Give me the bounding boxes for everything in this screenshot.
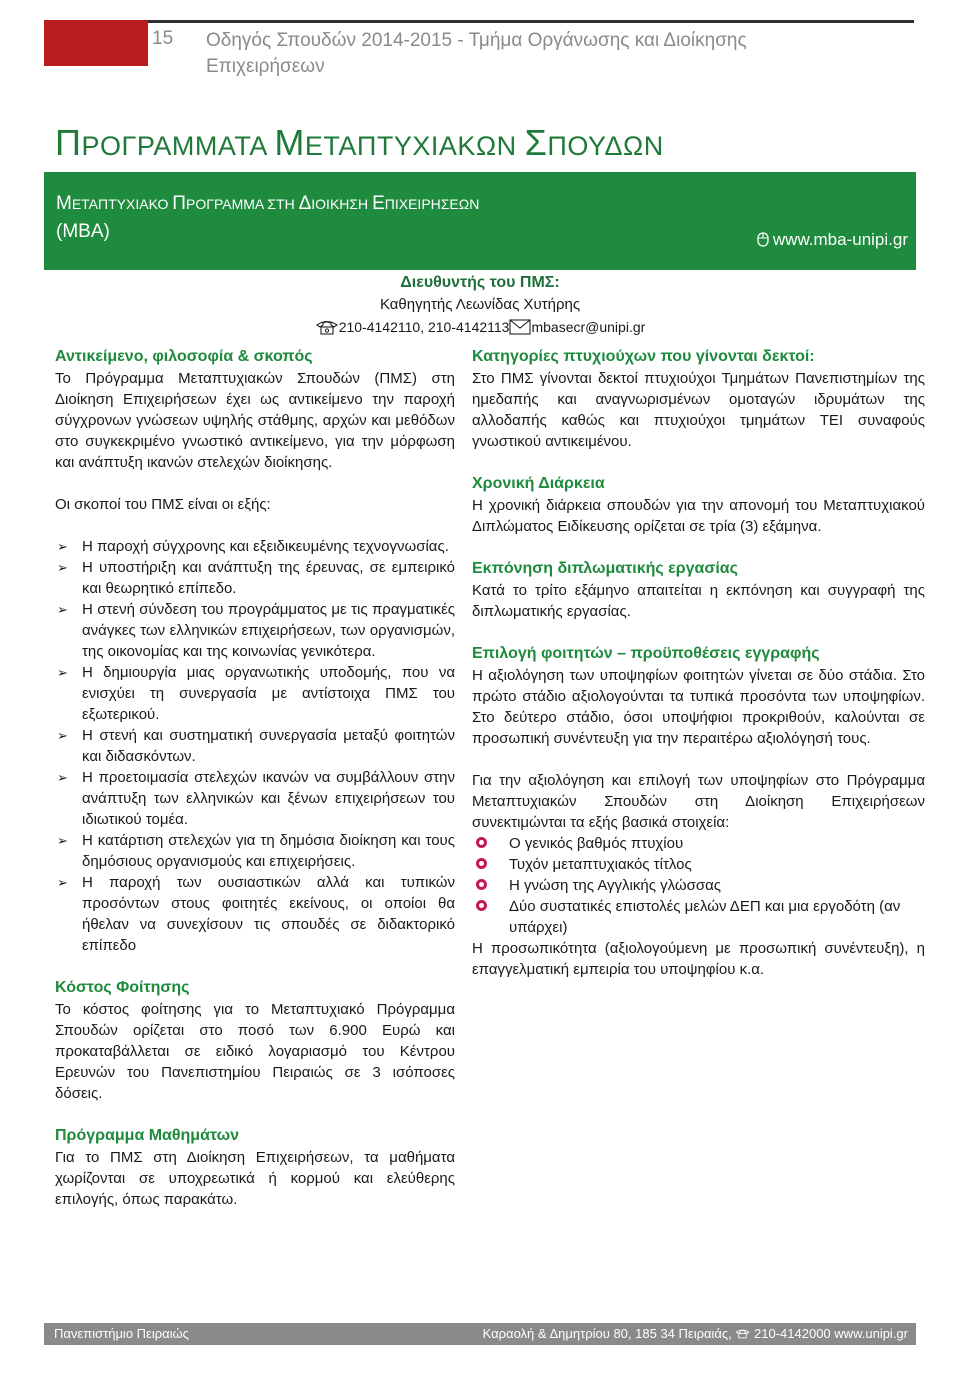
duration-heading: Χρονική Διάρκεια — [472, 475, 605, 492]
list-item: ➢ Η προετοιμασία στελεχών ικανών να συμβάλλουν στην ανάπτυξη των ελληνικών και ξένων επιχειρήσεων του ιδιωτικού τομέα. — [57, 769, 455, 828]
circle-bullet-icon — [476, 900, 487, 911]
list-item: Ο γενικός βαθμός πτυχίου — [472, 833, 925, 854]
criteria-outro: Η προσωπικότητα (αξιολογούμενη με προσωπική συνέντευξη), η επαγγελματική εμπειρία του υποψηφίου κ.α. — [472, 940, 925, 978]
categories-text: Στο ΠΜΣ γίνονται δεκτοί πτυχιούχοι Τμημάτων Πανεπιστημίων της ημεδαπής και αναγνωρισμένων ομοταγών ιδρυμάτων της αλλοδαπής καθώς και πτυχιούχοι τμημάτων ΤΕΙ συναφούς γνωστικού αντικειμένου. — [472, 370, 925, 450]
courses-heading: Πρόγραμμα Μαθημάτων — [55, 1127, 240, 1144]
circle-bullet-icon — [476, 858, 487, 869]
left-column — [55, 346, 455, 1210]
list-item: ➢ Η κατάρτιση στελεχών για τη δημόσια διοίκηση και τους δημόσιους οργανισμούς και επιχειρήσεις. — [57, 832, 455, 870]
director-phones: 210-4142110, 210-4142113 — [338, 319, 510, 335]
list-item: ➢ Η παροχή των ουσιαστικών αλλά και τυπικών προσόντων στους φοιτητές εκείνους, οι οποίοι θα ήθελαν να συνεχίσουν τις σπουδές σε διδακτορικό επίπεδο — [57, 874, 455, 954]
circle-bullet-icon — [476, 879, 487, 890]
list-item: ➢ Η στενή σύνδεση του προγράμματος με τις πραγματικές ανάγκες των ελληνικών επιχειρήσεων, των οργανισμών, της οικονομίας και της κοινωνίας γενικότερα. — [57, 601, 455, 660]
arrow-bullet-icon: ➢ — [57, 665, 68, 680]
arrow-bullet-icon: ➢ — [57, 875, 68, 890]
footer-university: Πανεπιστήμιο Πειραιώς — [54, 1326, 189, 1341]
circle-bullet-icon — [476, 837, 487, 848]
list-item: Η γνώση της Αγγλικής γλώσσας — [472, 875, 925, 896]
list-item: ➢ Η υποστήριξη και ανάπτυξη της έρευνας, σε εμπειρικό και θεωρητικό επίπεδο. — [57, 559, 455, 597]
footer-contact: Καραολή & Δημητρίου 80, 185 34 Πειραιάς, 210-4142000 www.unipi.gr — [482, 1326, 908, 1341]
duration-text: Η χρονική διάρκεια σπουδών για την απονομή του Μεταπτυχιακού Διπλώματος Ειδίκευσης ορίζεται σε τρία (3) εξάμηνα. — [472, 497, 925, 535]
list-item: Δύο συστατικές επιστολές μελών ΔΕΠ και μια εργοδότη (αν υπάρχει) — [472, 896, 925, 938]
page-header — [44, 20, 914, 77]
page-title: ΠΡΟΓΡΑΜΜΑΤΑ ΜΕΤΑΠΤΥΧΙΑΚΩΝ ΣΠΟΥΔΩΝ — [55, 122, 664, 163]
thesis-text: Κατά το τρίτο εξάμηνο απαιτείται η εκπόνηση και συγγραφή της διπλωματικής εργασίας. — [472, 582, 925, 620]
phone-icon — [735, 1328, 750, 1339]
goals-list — [55, 536, 455, 956]
selection-heading: Επιλογή φοιτητών – προϋποθέσεις εγγραφής — [472, 645, 820, 662]
arrow-bullet-icon: ➢ — [57, 728, 68, 743]
footer-website[interactable]: www.unipi.gr — [834, 1326, 908, 1341]
right-column — [472, 346, 925, 980]
arrow-bullet-icon: ➢ — [57, 560, 68, 575]
arrow-bullet-icon: ➢ — [57, 602, 68, 617]
categories-heading: Κατηγορίες πτυχιούχων που γίνονται δεκτοί: — [472, 348, 815, 365]
criteria-intro: Για την αξιολόγηση και επιλογή των υποψηφίων στο Πρόγραμμα Μεταπτυχιακών Σπουδών στη Διοίκηση Επιχειρήσεων συνεκτιμώνται τα εξής βασικά στοιχεία: — [472, 772, 925, 831]
director-name: Καθηγητής Λεωνίδας Χυτήρης — [379, 296, 581, 313]
page-number: 15 — [152, 28, 174, 49]
mouse-icon — [756, 231, 770, 247]
arrow-bullet-icon: ➢ — [57, 539, 68, 554]
objective-text: Το Πρόγραμμα Μεταπτυχιακών Σπουδών (ΠΜΣ) στη Διοίκηση Επιχειρήσεων έχει ως αντικείμενο την παροχή σύγχρονων γνώσεων υψηλής στάθμης, αρχών και μεθόδων στο συγκεκριμένο γνωστικό αντικείμενο, για την μόρφωση και ανάπτυξη ικανών στελεχών διοίκησης. — [55, 370, 455, 471]
criteria-list — [472, 833, 925, 938]
list-item: ➢ Η στενή και συστηματική συνεργασία μεταξύ φοιτητών και διδασκόντων. — [57, 727, 455, 765]
arrow-bullet-icon: ➢ — [57, 833, 68, 848]
objective-heading: Αντικείμενο, φιλοσοφία & σκοπός — [55, 348, 313, 365]
selection-text: Η αξιολόγηση των υποψηφίων φοιτητών γίνεται σε δύο στάδια. Στο πρώτο στάδιο αξιολογούνται τα τυπικά προσόντα των υποψηφίων. Στο δεύτερο στάδιο, όσοι υποψήφιοι προκριθούν, καλούνται σε προσωπική συνέντευξη για την περαιτέρω αξιολόγησή τους. — [472, 667, 925, 747]
courses-text: Για το ΠΜΣ στη Διοίκηση Επιχειρήσεων, τα μαθήματα χωρίζονται σε υποχρεωτικά ή κορμού και ελεύθερης επιλογής, όπως παρακάτω. — [55, 1149, 455, 1208]
director-info — [0, 270, 960, 338]
program-website[interactable]: www.mba-unipi.gr — [756, 230, 908, 250]
list-item: ➢ Η δημιουργία μιας οργανωτικής υποδομής, που να ενισχύει τη συνεργασία με αντίστοιχα ΠΜΣ του εξωτερικού. — [57, 664, 455, 723]
header-rule — [148, 20, 914, 23]
program-banner — [44, 172, 916, 270]
program-title: ΜΕΤΑΠΤΥΧΙΑΚΟ ΠΡΟΓΡΑΜΜΑ ΣΤΗ ΔΙΟΙΚΗΣΗ ΕΠΙΧΕΙΡΗΣΕΩΝ (MBA) — [56, 193, 480, 242]
director-contact — [0, 316, 960, 338]
list-item: Τυχόν μεταπτυχιακός τίτλος — [472, 854, 925, 875]
header-accent-block — [44, 20, 148, 66]
page-footer — [44, 1323, 916, 1345]
thesis-heading: Εκπόνηση διπλωματικής εργασίας — [472, 560, 738, 577]
envelope-icon — [509, 319, 531, 335]
director-email[interactable]: mbasecr@unipi.gr — [531, 319, 646, 335]
header-title: Οδηγός Σπουδών 2014-2015 - Τμήμα Οργάνωσης και Διοίκησης Επιχειρήσεων — [206, 30, 747, 77]
arrow-bullet-icon: ➢ — [57, 770, 68, 785]
cost-text: Το κόστος φοίτησης για το Μεταπτυχιακό Πρόγραμμα Σπουδών ορίζεται στο ποσό των 6.900 Ευρώ και προκαταβάλλεται σε ειδικό λογαριασμό του Κέντρου Ερευνών του Πανεπιστημίου Πειραιώς σε 3 ισόποσες δόσεις. — [55, 1001, 455, 1102]
director-label: Διευθυντής του ΠΜΣ: — [400, 274, 560, 291]
cost-heading: Κόστος Φοίτησης — [55, 979, 190, 996]
phone-icon — [315, 319, 339, 335]
goals-intro: Οι σκοποί του ΠΜΣ είναι οι εξής: — [55, 496, 271, 513]
list-item: ➢ Η παροχή σύγχρονης και εξειδικευμένης τεχνογνωσίας. — [57, 538, 449, 555]
